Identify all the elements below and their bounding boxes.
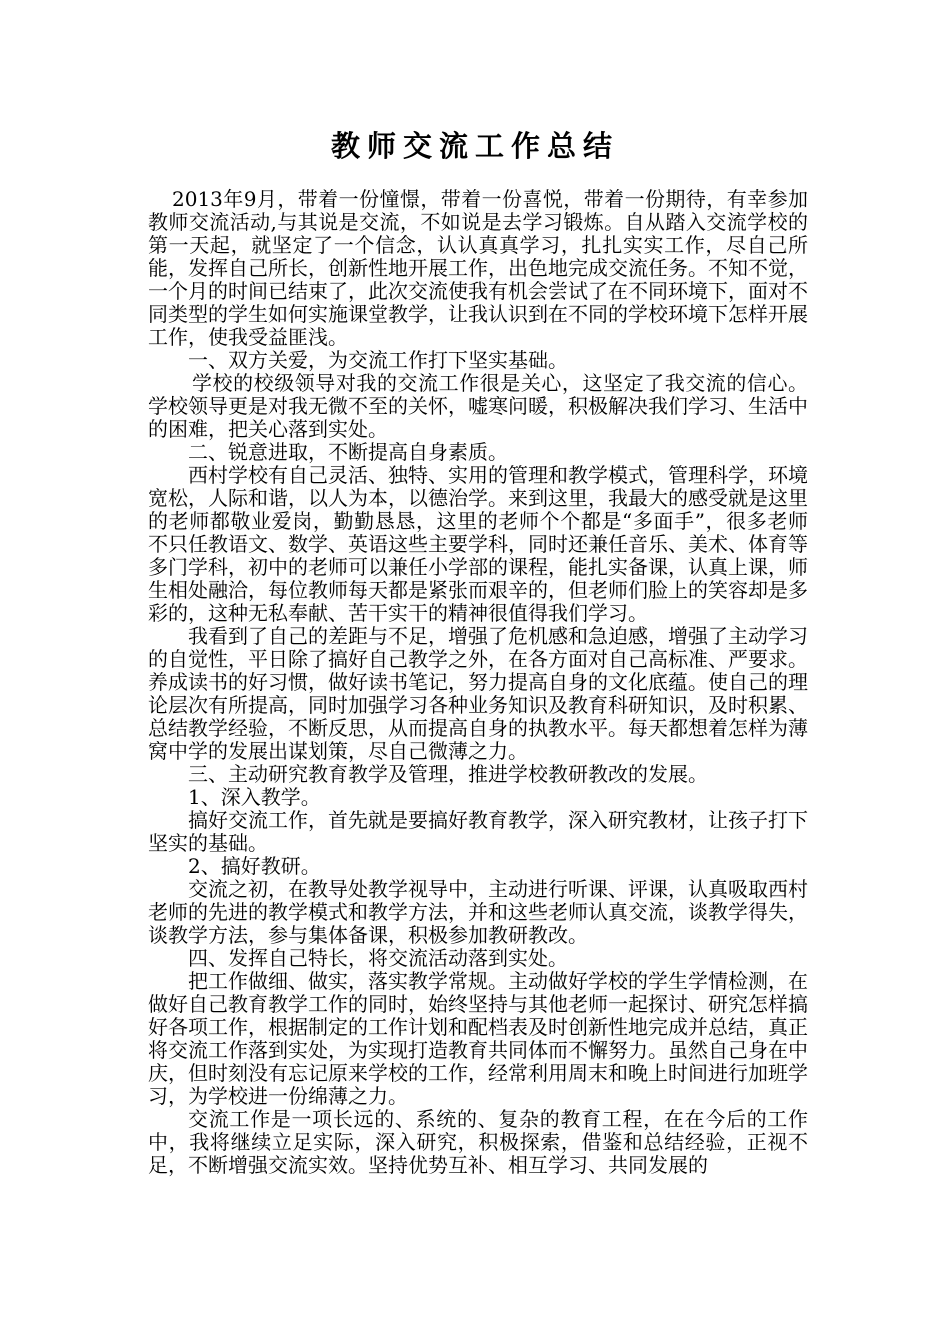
document-title: 教师交流工作总结 [330,129,619,163]
section-heading-3: 三、主动研究教育教学及管理，推进学校教研教改的发展。 [188,762,708,786]
paragraph: 学校的校级领导对我的交流工作很是关心，这坚定了我交流的信心。学校领导更是对我无微不至的关怀，嘘寒问暖，积极解决我们学习、生活中的困难，把关心落到实处。 [148,371,808,441]
section-heading-1: 一、双方关爱，为交流工作打下坚实基础。 [188,348,568,372]
paragraph-intro: 2013年9月，带着一份憧憬，带着一份喜悦，带着一份期待，有幸参加教师交流活动,与其说是交流，不如说是去学习锻炼。自从踏入交流学校的第一天起，就坚定了一个信念，认认真真学习，扎扎实实工作，尽自己所能，发挥自己所长，创新性地开展工作，出色地完成交流任务。不知不觉，一个月的时间已结束了，此次交流使我有机会尝试了在不同环境下，面对不同类型的学生如何实施课堂教学，让我认识到在不同的学校环境下怎样开展工作，使我受益匪浅。 [148,187,808,349]
subsection-heading-1: 1、深入教学。 [188,785,321,809]
paragraph: 交流之初，在教导处教学视导中，主动进行听课、评课，认真吸取西村老师的先进的教学模式和教学方法，并和这些老师认真交流，谈教学得失，谈教学方法，参与集体备课，积极参加教研教改。 [148,877,808,947]
paragraph-closing: 交流工作是一项长远的、系统的、复杂的教育工程，在在今后的工作中，我将继续立足实际，深入研究，积极探索，借鉴和总结经验，正视不足，不断增强交流实效。坚持优势互补、相互学习、共同发展的 [148,1107,808,1177]
subsection-heading-2: 2、搞好教研。 [188,854,321,878]
paragraph: 西村学校有自己灵活、独特、实用的管理和教学模式，管理科学，环境宽松，人际和谐，以人为本，以德治学。来到这里，我最大的感受就是这里的老师都敬业爱岗，勤勤恳恳，这里的老师个个都是“多面手”，很多老师不只任教语文、数学、英语这些主要学科，同时还兼任音乐、美术、体育等多门学科，初中的老师可以兼任小学部的课程，能扎实备课，认真上课，师生相处融洽，每位教师每天都是紧张而艰辛的，但老师们脸上的笑容却是多彩的，这种无私奉献、苦干实干的精神很值得我们学习。 [148,463,808,625]
section-heading-2: 二、锐意进取，不断提高自身素质。 [188,440,508,464]
document-body [148,188,808,1177]
paragraph: 搞好交流工作，首先就是要搞好教育教学，深入研究教材，让孩子打下坚实的基础。 [148,808,808,855]
paragraph: 把工作做细、做实，落实教学常规。主动做好学校的学生学情检测，在做好自己教育教学工作的同时，始终坚持与其他老师一起探讨、研究怎样搞好各项工作，根据制定的工作计划和配档表及时创新性地完成并总结，真正将交流工作落到实处，为实现打造教育共同体而不懈努力。虽然自己身在中庆，但时刻没有忘记原来学校的工作，经常利用周末和晚上时间进行加班学习，为学校进一份绵薄之力。 [148,969,808,1108]
section-heading-4: 四、发挥自己特长，将交流活动落到实处。 [188,946,568,970]
paragraph: 我看到了自己的差距与不足，增强了危机感和急迫感，增强了主动学习的自觉性，平日除了搞好自己教学之外，在各方面对自己高标准、严要求。养成读书的好习惯，做好读书笔记，努力提高自身的文化底蕴。使自己的理论层次有所提高，同时加强学习各种业务知识及教育科研知识，及时积累、总结教学经验，不断反思，从而提高自身的执教水平。每天都想着怎样为薄窝中学的发展出谋划策，尽自己微薄之力。 [148,624,808,763]
